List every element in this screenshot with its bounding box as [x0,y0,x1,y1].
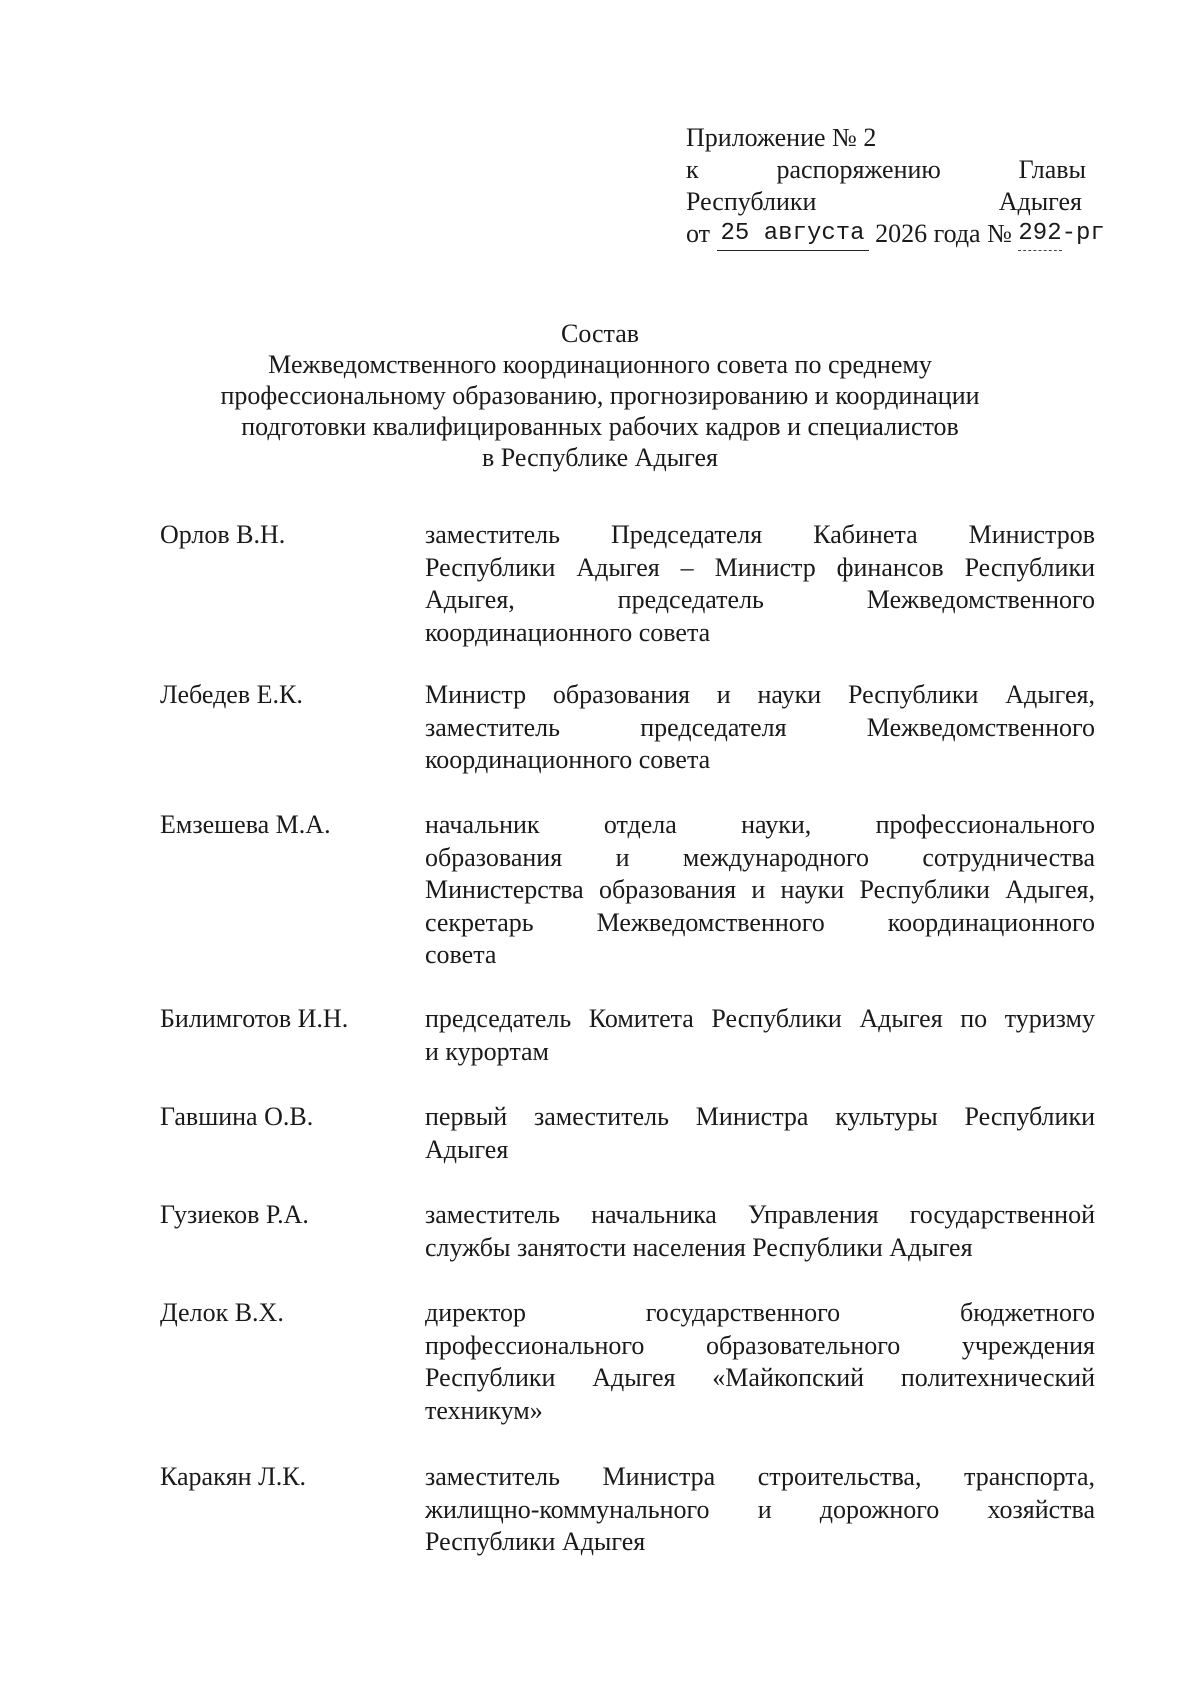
member-name: Орлов В.Н. [160,520,286,549]
member-position [425,1461,1095,1559]
appendix-reference-line: к распоряжению Главы [686,155,1086,184]
member-name: Гавшина О.В. [160,1102,314,1131]
order-date: 25 августа [717,218,869,251]
member-position-line: техникум» [425,1395,543,1425]
appendix-number: Приложение № 2 [686,123,877,152]
appendix-header [686,122,1105,251]
member-position-line: Республики Адыгея «Майкопский политехнический [425,1363,1095,1392]
title-line: в Республике Адыгея [482,443,718,472]
member-position-line: секретарь Межведомственного координационного [425,907,1095,937]
member-position-line: заместитель председателя Межведомственного [425,712,1095,742]
member-position [425,1003,1095,1068]
member-position-line: директор государственного бюджетного [425,1298,1095,1327]
member-position [425,1199,1095,1264]
document-title [150,318,1050,473]
member-name: Лебедев Е.К. [160,680,303,709]
title-line: подготовки квалифицированных рабочих кадров и специалистов [241,412,959,441]
order-number: 292 [1018,218,1061,251]
member-position-line: Адыгея, председатель Межведомственного [425,585,1095,614]
member-name: Билимготов И.Н. [160,1004,349,1033]
title-line: Межведомственного координационного совета по среднему [268,350,932,379]
title-line: Состав [560,319,640,348]
member-position-line: председатель Комитета Республики Адыгея по туризму [425,1004,1095,1033]
member-position [425,1101,1095,1166]
member-position-line: первый заместитель Министра культуры Республики [425,1102,1095,1131]
member-position-line: жилищно-коммунального и дорожного хозяйства [425,1494,1095,1524]
member-position-line: координационного совета [425,745,711,774]
member-position [425,519,1095,649]
member-position-line: заместитель Председателя Кабинета Министров [425,520,1095,549]
member-position-line: координационного совета [425,617,711,647]
member-position-line: заместитель начальника Управления государственной [425,1200,1095,1229]
member-position [425,809,1095,972]
appendix-republic-line: Республики Адыгея [686,187,1082,216]
member-position-line: и курортам [425,1036,550,1066]
member-position-line: образования и международного сотрудничества [425,842,1095,872]
member-name: Емзешева М.А. [160,810,331,839]
member-position-line: Министр образования и науки Республики Адыгея, [425,680,1095,709]
member-position-line: Республики Адыгея – Министр финансов Республики [425,552,1095,582]
member-position-line: начальник отдела науки, профессионального [425,810,1095,839]
title-line: профессиональному образованию, прогнозированию и координации [220,381,980,410]
member-position-line: службы занятости населения Республики Адыгея [425,1232,973,1262]
member-position-line: Министерства образования и науки Республики Адыгея, [425,875,1095,904]
appendix-date-line: от 25 августа 2026 года № 292 -рг [686,218,1086,251]
order-suffix: -рг [1061,220,1105,247]
member-position-line: Республики Адыгея [425,1527,646,1556]
member-position [425,679,1095,777]
member-position-line: совета [425,940,497,969]
member-name: Делок В.Х. [160,1298,284,1327]
member-name: Каракян Л.К. [160,1462,307,1491]
member-position-line: заместитель Министра строительства, транспорта, [425,1462,1095,1491]
member-position [425,1297,1095,1427]
member-position-line: профессионального образовательного учреждения [425,1330,1095,1360]
member-position-line: Адыгея [425,1134,509,1164]
member-name: Гузиеков Р.А. [160,1200,309,1229]
